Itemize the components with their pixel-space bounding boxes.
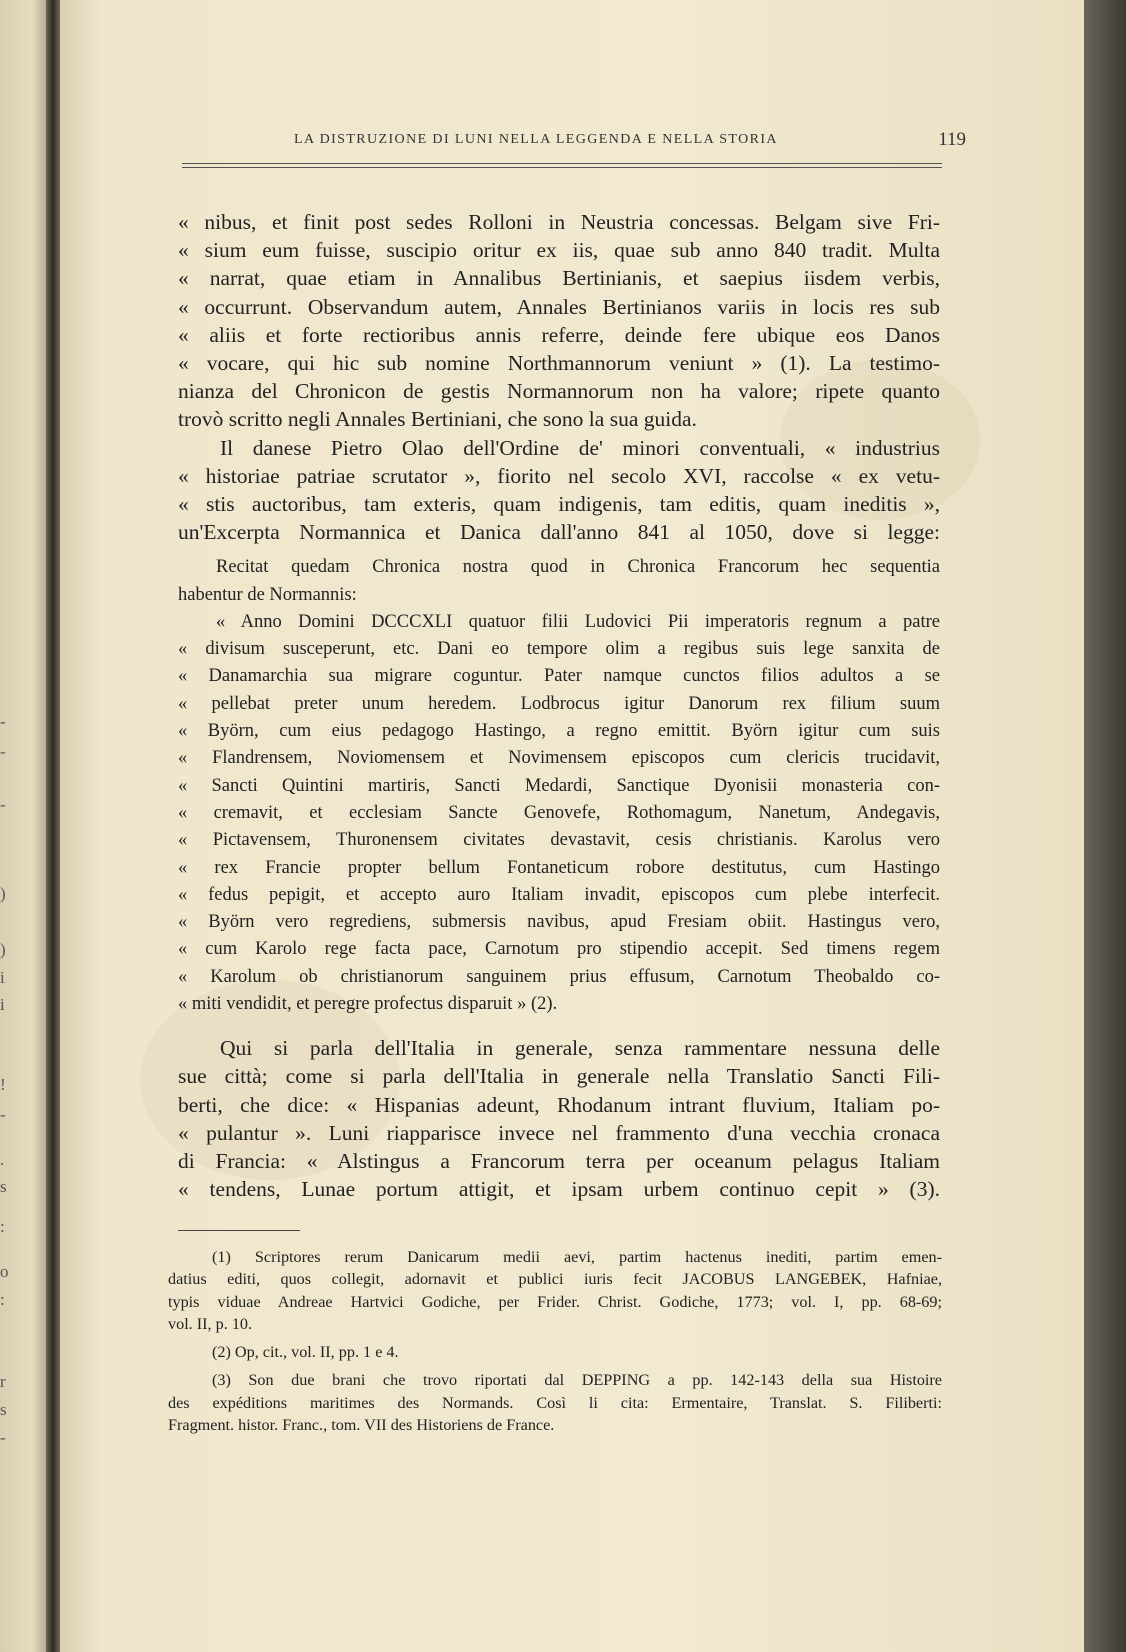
left-fragment: ) [0, 884, 6, 903]
left-fragment: i [0, 995, 5, 1014]
footnote-line: typis viduae Andreae Hartvici Godiche, per Frider. Christ. Godiche, 1773; vol. I, pp. 68-69; [168, 1292, 942, 1311]
left-fragment: i [0, 968, 5, 987]
quote-line: « miti vendidit, et peregre profectus disparuit » (2). [178, 994, 558, 1014]
footnote-line: Fragment. histor. Franc., tom. VII des Historiens de France. [168, 1416, 555, 1435]
footnote-line: des expéditions maritimes des Normands. Così li cita: Ermentaire, Translat. S. Filiberti: [168, 1393, 942, 1412]
text-line: « tendens, Lunae portum attigit, et ipsam urbem continuo cepit » (3). [178, 1177, 940, 1202]
quote-line: « Pictavensem, Thuronensem civitates devastavit, cesis christianis. Karolus vero [178, 830, 940, 851]
footnote-1 [168, 1246, 942, 1335]
text-line: « narrat, quae etiam in Annalibus Bertinianis, et saepius iisdem verbis, [178, 266, 940, 291]
left-fragment: s [0, 1177, 7, 1196]
left-fragment: - [0, 795, 6, 814]
book-page [60, 0, 1084, 1652]
running-title: LA DISTRUZIONE DI LUNI NELLA LEGGENDA E NELLA STORIA [294, 132, 778, 147]
left-fragment: ! [0, 1075, 6, 1094]
text-line: « historiae patriae scrutator », fiorito nel secolo XVI, raccolse « ex vetu- [178, 463, 940, 488]
footnote-line: datius editi, quos collegit, adornavit et publici iuris fecit JACOBUS LANGEBEK, Hafniae, [168, 1270, 942, 1289]
quote-line: « Anno Domini DCCCXLI quatuor filii Ludovici Pii imperatoris regnum a patre [216, 611, 940, 632]
text-line: « sium eum fuisse, suscipio oritur ex iis, quae sub anno 840 tradit. Multa [178, 238, 940, 263]
text-line: trovò scritto negli Annales Bertiniani, che sono la sua guida. [178, 407, 697, 432]
left-fragment: : [0, 1217, 5, 1236]
text-line: « pulantur ». Luni riapparisce invece nel frammento d'una vecchia cronaca [178, 1120, 940, 1145]
quote-line: « Byörn, cum eius pedagogo Hastingo, a regno emittit. Byörn igitur cum suis [178, 721, 940, 742]
quote-line: « cum Karolo rege facta pace, Carnotum pro stipendio accepit. Sed timens regem [178, 939, 940, 960]
paragraph-1 [178, 208, 940, 434]
text-line: « aliis et forte rectioribus annis referre, deinde fere ubique eos Danos [178, 322, 940, 347]
left-fragment: - [0, 742, 6, 761]
text-line: « vocare, qui hic sub nomine Northmannorum veniunt » (1). La testimo- [178, 350, 940, 375]
text-line: « nibus, et finit post sedes Rolloni in Neustria concessas. Belgam sive Fri- [178, 210, 940, 234]
book-gutter [46, 0, 60, 1652]
text-line: Il danese Pietro Olao dell'Ordine de' minori conventuali, « industrius [220, 435, 940, 460]
quote-line: habentur de Normannis: [178, 584, 357, 605]
page-number: 119 [938, 129, 966, 150]
text-line: berti, che dice: « Hispanias adeunt, Rhodanum intrant fluvium, Italiam po- [178, 1092, 940, 1117]
text-line: Qui si parla dell'Italia in generale, senza rammentare nessuna delle [220, 1036, 940, 1061]
footnote-line: vol. II, p. 10. [168, 1314, 253, 1333]
quoted-chronicle [178, 554, 940, 1018]
left-fragment: . [0, 1150, 5, 1169]
main-text [178, 208, 940, 1203]
paragraph-3 [178, 1034, 940, 1203]
footnote-line: (3) Son due brani che trovo riportati dal DEPPING a pp. 142-143 della sua Histoire [212, 1371, 942, 1390]
text-line: « stis auctoribus, tam exteris, quam indigenis, tam editis, quam ineditis », [178, 491, 940, 516]
quote-line: « divisum susceperunt, etc. Dani eo tempore olim a regibus suis lege sanxita de [178, 639, 940, 660]
left-fragment: - [0, 712, 6, 731]
left-fragment: r [0, 1372, 6, 1391]
left-fragment: ) [0, 940, 6, 959]
right-page-edge [1084, 0, 1126, 1652]
quote-line: « pellebat preter unum heredem. Lodbrocus igitur Danorum rex filium suum [178, 693, 940, 714]
left-fragment: s [0, 1400, 7, 1419]
left-fragment: - [0, 1428, 6, 1447]
quote-line: « Karolum ob christianorum sanguinem prius effusum, Carnotum Theobaldo co- [178, 966, 940, 987]
footnote-rule [178, 1230, 300, 1231]
footnote-line: (1) Scriptores rerum Danicarum medii aevi, partim hactenus inediti, partim emen- [212, 1248, 942, 1266]
left-fragment: o [0, 1262, 9, 1281]
quote-line: « Danamarchia sua migrare coguntur. Pater namque cunctos filios adultos a se [178, 666, 940, 687]
text-line: « occurrunt. Observandum autem, Annales Bertinianos variis in locis res sub [178, 294, 940, 319]
footnote-3 [168, 1369, 942, 1436]
quote-line: « Flandrensem, Noviomensem et Novimensem episcopos cum clericis trucidavit, [178, 748, 940, 769]
footnote-2 [168, 1341, 942, 1363]
left-page-edge [0, 0, 46, 1652]
quote-line: Recitat quedam Chronica nostra quod in Chronica Francorum hec sequentia [216, 557, 940, 578]
text-line: nianza del Chronicon de gestis Normannorum non ha valore; ripete quanto [178, 379, 940, 404]
text-line: un'Excerpta Normannica et Danica dall'anno 841 al 1050, dove si legge: [178, 520, 940, 545]
quote-line: « fedus pepigit, et accepto auro Italiam invadit, episcopos cum plebe interfecit. [178, 884, 940, 905]
header-rule [182, 163, 942, 164]
footnotes [168, 1246, 942, 1436]
footnote-line: (2) Op, cit., vol. II, pp. 1 e 4. [212, 1343, 399, 1362]
header-rule [182, 167, 942, 168]
running-header [226, 128, 966, 152]
quote-line: « cremavit, et ecclesiam Sancte Genovefe, Rothomagum, Nanetum, Andegavis, [178, 802, 940, 823]
left-fragment: : [0, 1290, 5, 1309]
quote-line: « rex Francie propter bellum Fontaneticum robore destitutus, cum Hastingo [178, 857, 940, 878]
text-line: di Francia: « Alstingus a Francorum terra per oceanum pelagus Italiam [178, 1149, 940, 1174]
text-line: sue città; come si parla dell'Italia in generale nella Translatio Sancti Fili- [178, 1064, 940, 1089]
left-fragment: - [0, 1105, 6, 1124]
quote-line: « Byörn vero regrediens, submersis navibus, apud Fresiam obiit. Hastingus vero, [178, 912, 940, 933]
quote-line: « Sancti Quintini martiris, Sancti Medardi, Sanctique Dyonisii monasteria con- [178, 775, 940, 796]
paragraph-2 [178, 434, 940, 547]
